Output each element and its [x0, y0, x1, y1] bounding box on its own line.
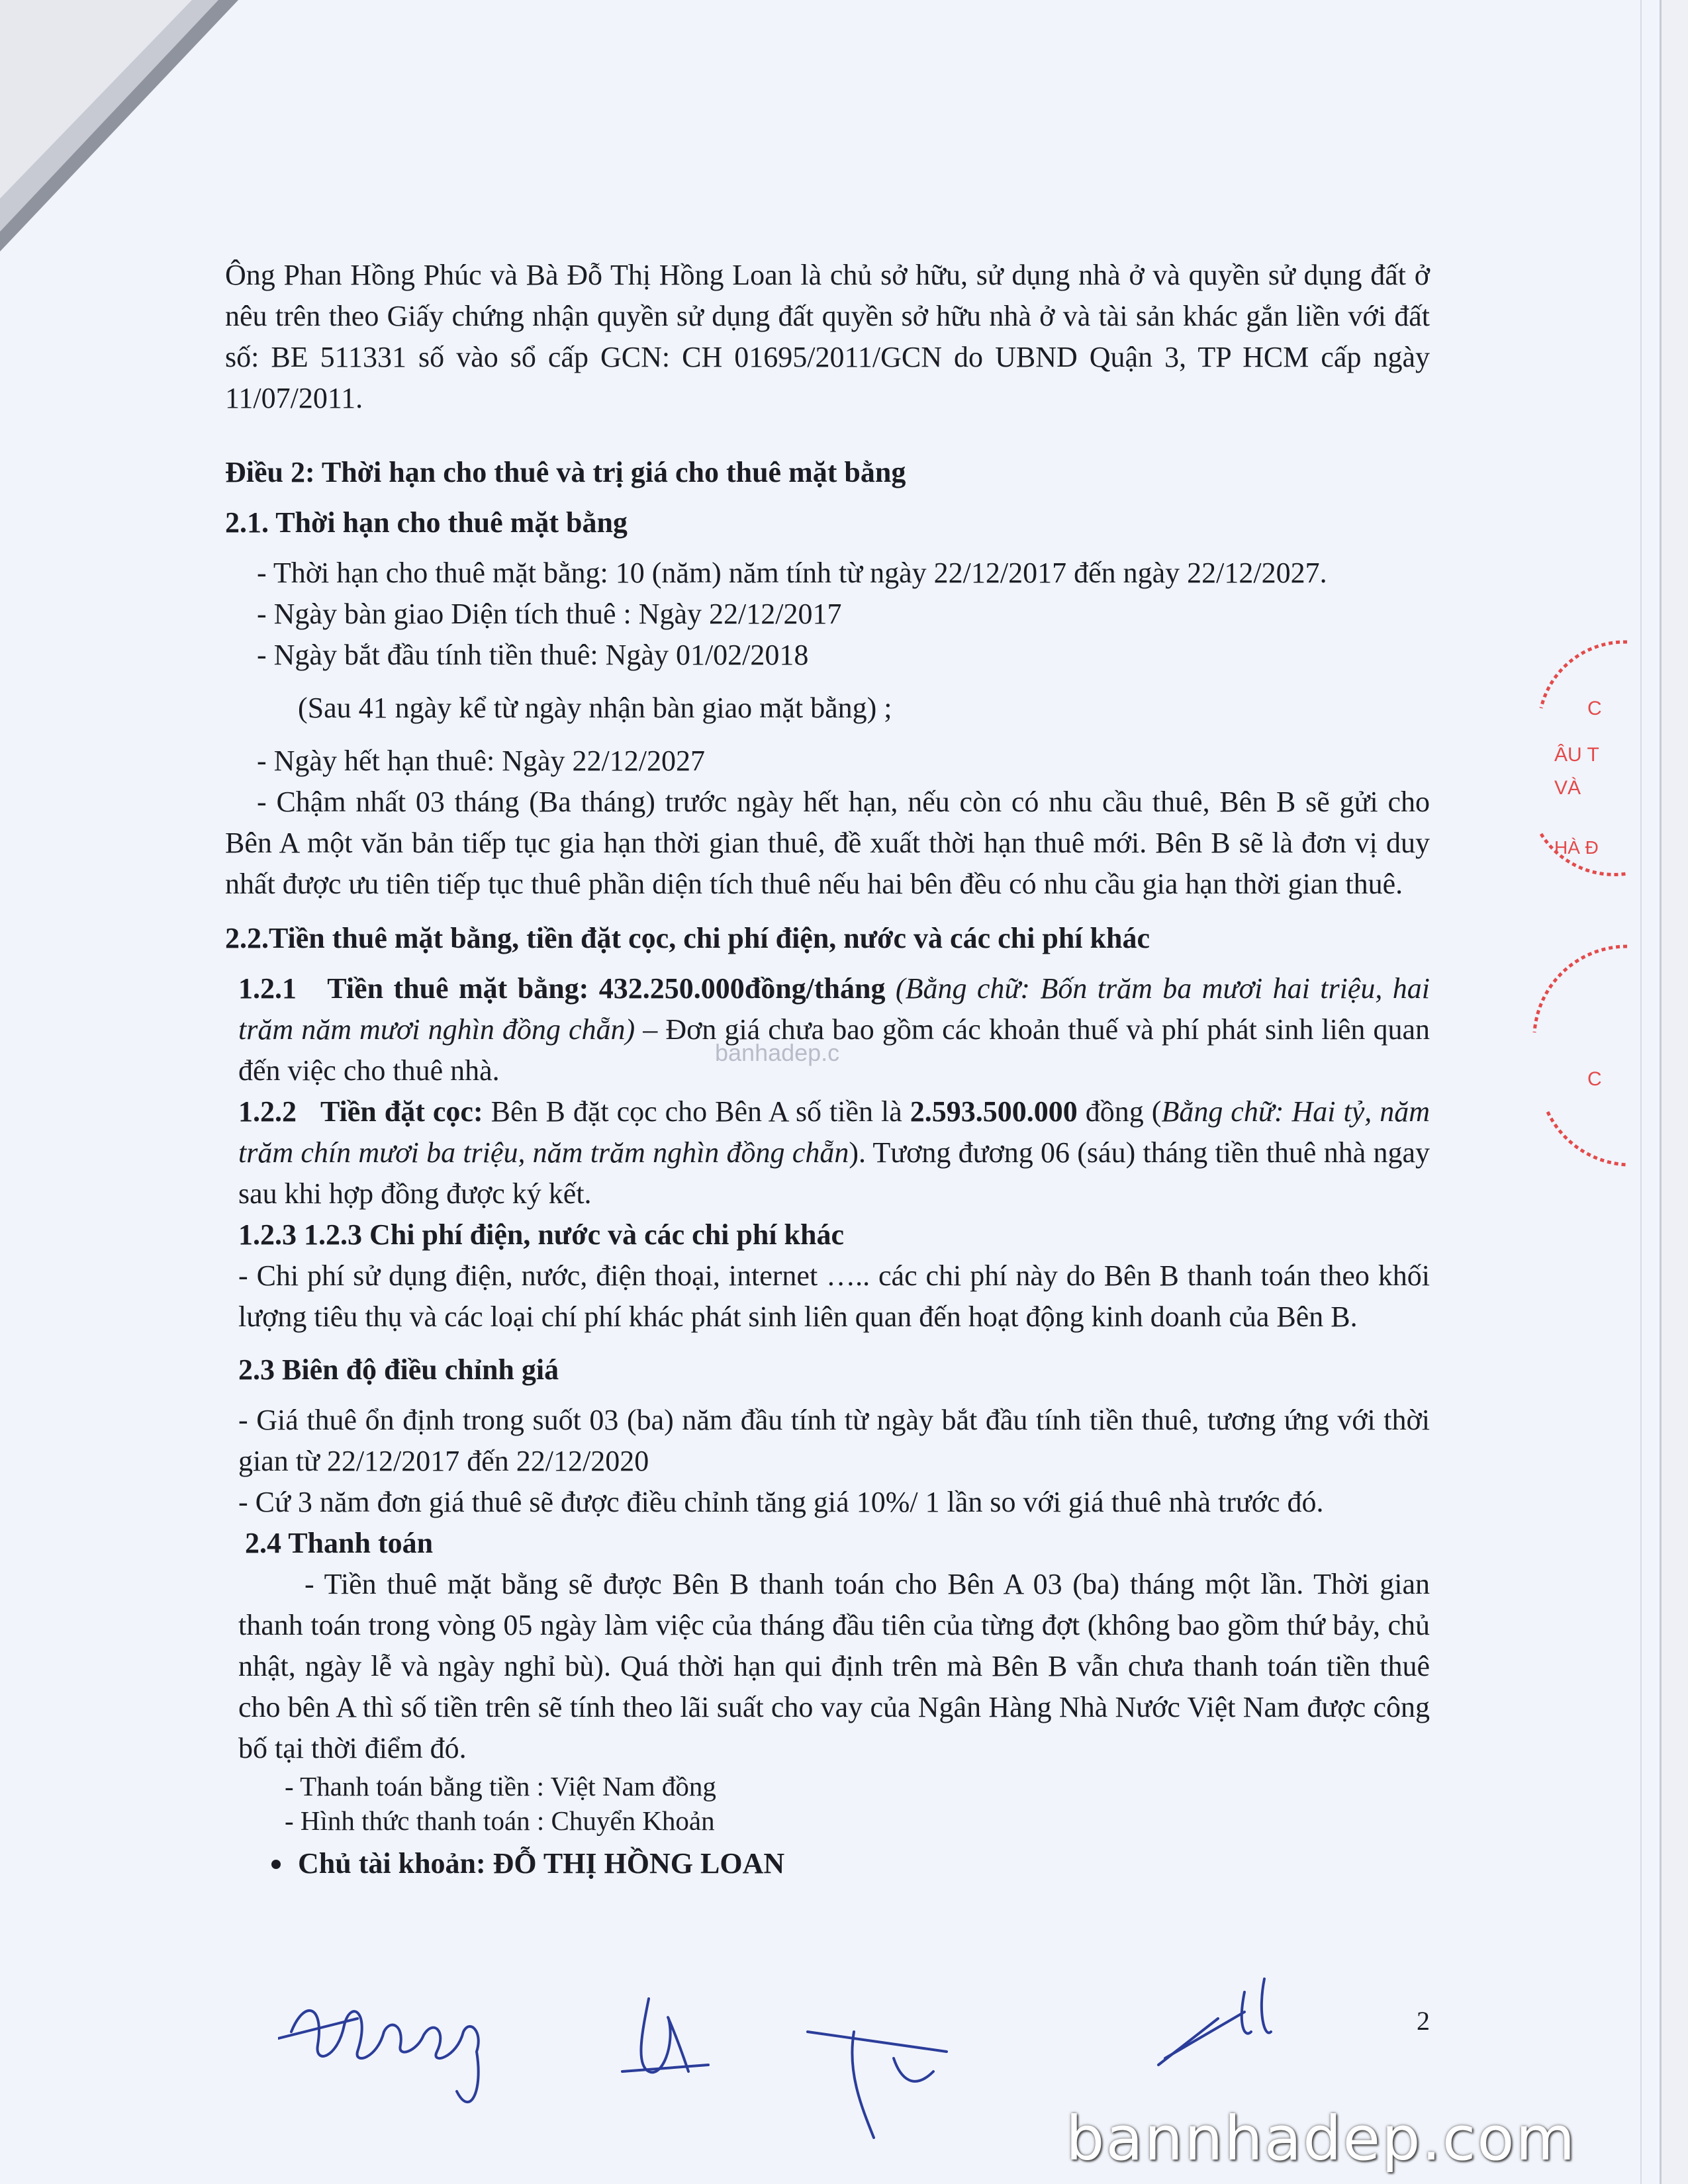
- section-2-4-heading: 2.4 Thanh toán: [245, 1527, 434, 1559]
- term-note: (Sau 41 ngày kể từ ngày nhận bàn giao mặt bằng) ;: [298, 692, 892, 724]
- clause-number: 1.2.1: [238, 972, 297, 1005]
- term-item: - Thời hạn cho thuê mặt bằng: 10 (năm) năm tính từ ngày 22/12/2017 đến ngày 22/12/2027.: [257, 557, 1327, 589]
- rent-note: – Đơn giá chưa bao gồm các khoản thuế và phí phát sinh liên quan đến việc cho thuê nhà.: [238, 1013, 1430, 1087]
- deposit-in-words: Bằng chữ: Hai tỷ, năm trăm chín mươi ba triệu, năm trăm nghìn đồng chẵn: [238, 1095, 1430, 1169]
- article-2-heading: Điều 2: Thời hạn cho thuê và trị giá cho thuê mặt bằng: [225, 456, 906, 488]
- term-item: - Chậm nhất 03 tháng (Ba tháng) trước ngày hết hạn, nếu còn có nhu cầu thuê, Bên B sẽ gửi cho Bên A một văn bản tiếp tục gia hạn thời gian thuê, đề xuất thời hạn thuê mới. Bên B sẽ là đơn vị duy nhất được ưu tiên tiếp tục thuê phần diện tích thuê nếu hai bên đều có nhu cầu gia hạn thời gian thuê.: [225, 786, 1430, 900]
- payment-method: - Hình thức thanh toán : Chuyển Khoản: [285, 1805, 715, 1836]
- section-2-1-heading: 2.1. Thời hạn cho thuê mặt bằng: [225, 506, 628, 539]
- term-item: - Ngày hết hạn thuê: Ngày 22/12/2027: [257, 745, 705, 777]
- price-adjust-item: - Cứ 3 năm đơn giá thuê sẽ được điều chỉnh tăng giá 10%/ 1 lần so với giá thuê nhà trước đó.: [238, 1486, 1324, 1518]
- rent-label: Tiền thuê mặt bằng: 432.250.000đồng/tháng: [327, 972, 886, 1005]
- page-edge-line: [1640, 0, 1642, 2184]
- deposit-text: đồng (: [1077, 1095, 1162, 1128]
- payment-currency: - Thanh toán bằng tiền : Việt Nam đồng: [285, 1771, 716, 1801]
- faint-watermark: banhadep.c: [715, 1039, 840, 1066]
- deposit-note: ). Tương đương 06 (sáu) tháng tiền thuê nhà ngay sau khi hợp đồng được ký kết.: [238, 1136, 1430, 1210]
- payment-clause: - Tiền thuê mặt bằng sẽ được Bên B thanh toán cho Bên A 03 (ba) tháng một lần. Thời gian thanh toán trong vòng 05 ngày làm việc của tháng đầu tiên của từng đợt (không bao gồm thứ bảy, chủ nhật, ngày lễ và ngày nghỉ bù). Quá thời hạn qui định trên mà Bên B vẫn chưa thanh toán tiền thuê cho bên A thì số tiền trên sẽ tính theo lãi suất cho vay của Ngân Hàng Nhà Nước Việt Nam được công bố tại thời điểm đó.: [238, 1568, 1430, 1764]
- intro-paragraph: Ông Phan Hồng Phúc và Bà Đỗ Thị Hồng Loan là chủ sở hữu, sử dụng nhà ở và quyền sử dụng đất ở nêu trên theo Giấy chứng nhận quyền sử dụng đất quyền sở hữu nhà ở và tài sản khác gắn liền với đất số: BE 511331 số vào sổ cấp GCN: CH 01695/2011/GCN do UBND Quận 3, TP HCM cấp ngày 11/07/2011.: [225, 259, 1430, 414]
- section-1-2-3-heading: 1.2.3 1.2.3 Chi phí điện, nước và các chi phí khác: [238, 1218, 845, 1251]
- document-body: [225, 255, 1430, 1884]
- page-number: 2: [1417, 2006, 1430, 2036]
- utilities-clause: - Chi phí sử dụng điện, nước, điện thoại, internet ….. các chi phí này do Bên B thanh toán theo khối lượng tiêu thụ và các loại chí phí khác phát sinh liên quan đến hoạt động kinh doanh của Bên B.: [238, 1259, 1430, 1333]
- page-edge: [1660, 0, 1688, 2184]
- term-item: - Ngày bàn giao Diện tích thuê : Ngày 22/12/2017: [257, 598, 842, 630]
- account-holder-text: Chủ tài khoản: ĐỖ THỊ HỒNG LOAN: [298, 1847, 785, 1880]
- section-2-2-heading: 2.2.Tiền thuê mặt bằng, tiền đặt cọc, chi phí điện, nước và các chi phí khác: [225, 922, 1150, 954]
- site-watermark: bannhadep.com: [1066, 2103, 1577, 2174]
- deposit-label: Tiền đặt cọc:: [320, 1095, 483, 1128]
- bullet-icon: [271, 1860, 281, 1869]
- clause-number: 1.2.2: [238, 1095, 297, 1128]
- term-item: - Ngày bắt đầu tính tiền thuê: Ngày 01/02/2018: [257, 639, 809, 671]
- account-holder: [225, 1843, 1430, 1884]
- stamp-text: C: [1587, 698, 1602, 719]
- folded-corner: [0, 0, 238, 251]
- red-stamp-fragment: [1528, 635, 1627, 1178]
- deposit-amount: 2.593.500.000: [910, 1095, 1078, 1128]
- deposit-clause: [225, 1091, 1430, 1214]
- rent-in-words: (Bằng chữ: Bốn trăm ba mươi hai triệu, hai trăm năm mươi nghìn đồng chẵn): [238, 972, 1430, 1046]
- section-2-3-heading: 2.3 Biên độ điều chỉnh giá: [238, 1353, 559, 1386]
- rent-clause: [225, 968, 1430, 1091]
- stamp-text: ÂU T: [1554, 744, 1599, 766]
- price-adjust-item: - Giá thuê ổn định trong suốt 03 (ba) năm đầu tính từ ngày bắt đầu tính tiền thuê, tương ứng với thời gian từ 22/12/2017 đến 22/12/2020: [238, 1404, 1430, 1477]
- stamp-text: VÀ: [1554, 777, 1581, 799]
- deposit-text: Bên B đặt cọc cho Bên A số tiền là: [483, 1095, 910, 1128]
- stamp-text: HÀ Đ: [1554, 837, 1599, 858]
- stamp-text: C: [1587, 1068, 1602, 1090]
